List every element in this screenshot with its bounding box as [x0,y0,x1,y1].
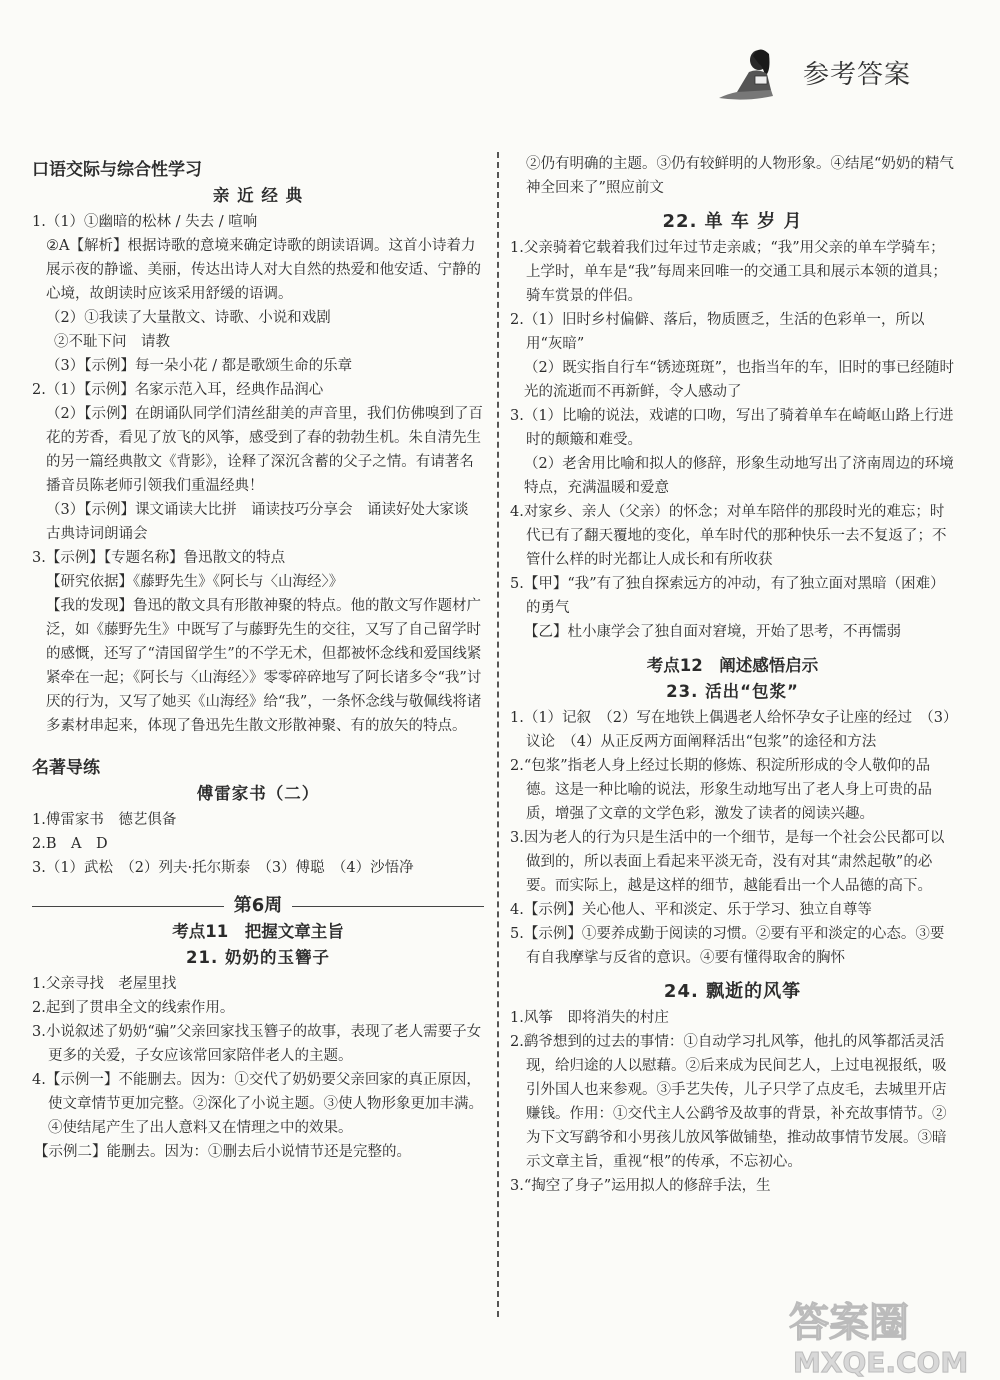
lesson-title: 亲 近 经 典 [212,186,304,205]
answer-line: 1.（1）①幽暗的松林 / 失去 / 喧响 [32,214,258,230]
site-watermark [779,1290,994,1378]
answer-line: 3.（1）武松 （2）列夫·托尔斯泰 （3）傅聪 （4）沙悟净 [32,860,414,876]
section-heading: 名著导练 [32,758,100,778]
answer-line: 2.“包浆”指老人身上经过长期的修炼、积淀所形成的令人敬仰的品德。这是一种比喻的说法，形象生动地写出了老人身上可贵的品质，增强了文章的文学色彩，激发了读者的阅读兴趣。 [510,758,932,822]
answer-line: （2）既实指自行车“锈迹斑斑”，也指当年的车，旧时的事已经随时光的流逝而不再新鲜，令人感动了 [524,360,955,400]
lesson-title: 傅雷家书（二） [196,784,320,803]
answer-line: ②A【解析】根据诗歌的意境来确定诗歌的朗读语调。这首小诗着力展示夜的静谧、美丽，传达出诗人对大自然的热爱和他安适、宁静的心境，故朗读时应该采用舒缓的语调。 [46,238,481,302]
answer-line: 4.对家乡、亲人（父亲）的怀念；对单车陪伴的那段时光的难忘；时代已有了翻天覆地的变化，单车时代的那种快乐一去不复返了；不管什么样的时光都让人成长和有所收获 [510,504,947,568]
answer-line: 5.【示例】①要养成勤于阅读的习惯。②要有平和淡定的心态。③要有自我摩挲与反省的意识。④要有懂得取舍的胸怀 [510,926,945,966]
svg-text:答案圈: 答案圈 [789,1300,909,1346]
svg-text:MXQE.COM: MXQE.COM [793,1346,969,1378]
answer-line: 1.风筝 即将消失的村庄 [510,1010,669,1026]
lesson-title: 23. 活出“包浆” [666,682,799,701]
section-heading: 口语交际与综合性学习 [32,160,202,180]
answer-line: 【乙】杜小康学会了独自面对窘境，开始了思考，不再懦弱 [524,624,901,640]
answer-line: 4.【示例一】不能删去。因为：①交代了奶奶要父亲回家的真正原因，使文章情节更加完整。②深化了小说主题。③使人物形象更加丰满。④使结尾产生了出人意料又在情理之中的效果。 [32,1072,483,1136]
answer-line: 2.起到了贯串全文的线索作用。 [32,1000,235,1016]
answer-line: （3）【示例】课文诵读大比拼 诵读技巧分享会 诵读好处大家谈 古典诗词朗诵会 [46,502,483,542]
week-label: 第6周 [233,895,283,916]
answer-line: 2.（1）旧时乡村偏僻、落后，物质匮乏，生活的色彩单一，所以用“灰暗” [510,312,925,352]
answer-line: 1.傅雷家书 德艺俱备 [32,812,177,828]
week-divider [32,894,484,918]
answer-line: ②仍有明确的主题。③仍有较鲜明的人物形象。④结尾“奶奶的精气神全回来了”照应前文 [526,156,954,196]
right-column [510,152,955,1198]
column-divider [497,152,499,1317]
answer-line: 2.鹞爷想到的过去的事情：①自动学习扎风筝，他扎的风筝都活灵活现，给归途的人以慰藉。②后来成为民间艺人，上过电视报纸，吸引外国人也来参观。③手艺失传，儿子只学了点皮毛，去城里开店赚钱。作用：①交代主人公鹞爷及故事的背景，补充故事情节。②为下文写鹞爷和小男孩儿放风筝做铺垫，推动故事情节发展。③暗示文章主旨，重视“根”的传承，不忘初心。 [510,1034,947,1170]
answer-line: 3.因为老人的行为只是生活中的一个细节，是每一个社会公民都可以做到的，所以表面上看起来平淡无奇，没有对其“肃然起敬”的必要。而实际上，越是这样的细节，越能看出一个人品德的高下。 [510,830,945,894]
answer-line: 3.小说叙述了奶奶“骗”父亲回家找玉簪子的故事，表现了老人需要子女更多的关爱，子女应该常回家陪伴老人的主题。 [32,1024,482,1064]
answer-line: 3.（1）比喻的说法，戏谑的口吻，写出了骑着单车在崎岖山路上行进时的颠簸和难受。 [510,408,954,448]
answer-line: ②不耻下问 请教 [54,334,170,350]
answer-line: 3.【示例】【专题名称】鲁迅散文的特点 [32,550,286,566]
lesson-title: 21. 奶奶的玉簪子 [186,948,330,967]
exam-point-title: 考点11 把握文章主旨 [172,922,344,941]
answer-line: 1.（1）记叙 （2）写在地铁上偶遇老人给怀孕女子让座的经过 （3）议论 （4）从正反两方面阐释活出“包浆”的途径和方法 [510,710,951,750]
left-column [32,152,484,1164]
header-title: 参考答案 [803,60,912,90]
answer-line: 【示例二】能删去。因为：①删去后小说情节还是完整的。 [34,1144,411,1160]
page-header [715,42,945,102]
answer-line: （2）老舍用比喻和拟人的修辞，形象生动地写出了济南周边的环境特点，充满温暖和爱意 [524,456,954,496]
answer-line: （3）【示例】每一朵小花 / 都是歌颂生命的乐章 [46,358,353,374]
answer-line: 5.【甲】“我”有了独自探索远方的冲动，有了独立面对黑暗（困难）的勇气 [510,576,945,616]
lesson-title: 22. 单 车 岁 月 [662,211,803,232]
answer-line: 1.父亲骑着它载着我们过年过节走亲戚；“我”用父亲的单车学骑车；上学时，单车是“我”每周来回唯一的交通工具和展示本领的道具；骑车赏景的伴侣。 [510,240,947,304]
reading-girl-icon [715,42,795,102]
answer-line: （2）①我读了大量散文、诗歌、小说和戏剧 [46,310,331,326]
answer-line: 4.【示例】关心他人、平和淡定、乐于学习、独立自尊等 [510,902,872,918]
answer-line: （2）【示例】在朗诵队同学们清丝甜美的声音里，我们仿佛嗅到了百花的芳香，看见了放飞的风筝，感受到了春的勃勃生机。朱自清先生的另一篇经典散文《背影》，诠释了深沉含蓄的父子之情。有请著名播音员陈老师引领我们重温经典！ [46,406,483,494]
answer-line: 【我的发现】鲁迅的散文具有形散神聚的特点。他的散文写作题材广泛，如《藤野先生》中既写了与藤野先生的交往，又写了自己留学时的感慨，还写了“清国留学生”的不学无术，但都被怀念线和爱国线紧紧牵在一起；《阿长与〈山海经〉》零零碎碎地写了阿长诸多令“我”讨厌的行为，又写了她买《山海经》给“我”，一条怀念线与敬佩线将诸多素材串起来，体现了鲁迅先生散文形散神聚、有的放矢的特点。 [46,598,482,734]
answer-line: 2.B A D [32,836,108,852]
answer-line: 2.（1）【示例】名家示范入耳，经典作品润心 [32,382,324,398]
lesson-title: 24. 飘逝的风筝 [663,981,802,1002]
exam-point-title: 考点12 阐述感悟启示 [646,656,819,675]
answer-line: 【研究依据】《藤野先生》《阿长与〈山海经〉》 [46,574,344,590]
answer-line: 3.“掏空了身子”运用拟人的修辞手法，生 [510,1178,771,1194]
answer-line: 1.父亲寻找 老屋里找 [32,976,177,992]
